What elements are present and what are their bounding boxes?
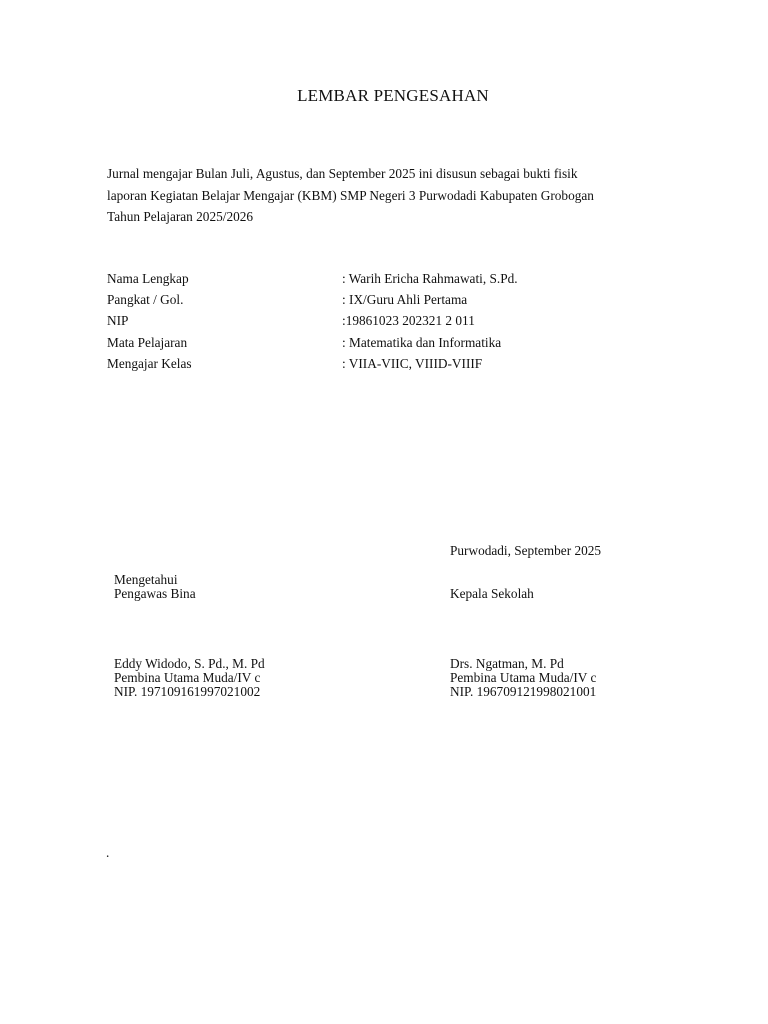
identity-label: NIP: [107, 313, 129, 329]
left-signatory-block: [114, 657, 265, 700]
left-heading-line-2: Pengawas Bina: [114, 586, 196, 602]
identity-value: : IX/Guru Ahli Pertama: [342, 292, 468, 308]
right-heading-line: Kepala Sekolah: [450, 586, 534, 601]
right-signatory-rank: Pembina Utama Muda/IV c: [450, 670, 597, 686]
right-signatory-heading: [450, 587, 534, 601]
identity-label: Nama Lengkap: [107, 271, 189, 286]
right-signatory-name: Drs. Ngatman, M. Pd: [450, 656, 564, 671]
intro-line: laporan Kegiatan Belajar Mengajar (KBM) SMP Negeri 3 Purwodadi Kabupaten Grobogan: [107, 187, 594, 203]
right-signatory-nip: NIP. 196709121998021001: [450, 684, 597, 700]
identity-value: :19861023 202321 2 011: [342, 313, 475, 329]
left-signatory-rank: Pembina Utama Muda/IV c: [114, 670, 261, 686]
identity-label: Pangkat / Gol.: [107, 292, 184, 308]
identity-table: [107, 268, 667, 374]
left-signatory-name: Eddy Widodo, S. Pd., M. Pd: [114, 656, 265, 671]
identity-value: : Matematika dan Informatika: [342, 334, 502, 350]
right-signatory-block: [450, 657, 596, 700]
identity-value: : VIIA-VIIC, VIIID-VIIIF: [342, 355, 483, 371]
identity-row-classes: [107, 353, 667, 374]
identity-row-name: [107, 268, 667, 289]
identity-label: Mata Pelajaran: [107, 334, 188, 350]
intro-paragraph: [107, 163, 667, 228]
page-title: LEMBAR PENGESAHAN: [297, 86, 489, 105]
identity-row-subject: [107, 332, 667, 353]
left-signatory-heading: [114, 573, 196, 601]
trailing-period: .: [106, 845, 110, 860]
identity-label: Mengajar Kelas: [107, 355, 192, 371]
intro-line: Jurnal mengajar Bulan Juli, Agustus, dan September 2025 ini disusun sebagai bukti fisik: [107, 166, 578, 181]
identity-row-nip: [107, 310, 667, 331]
identity-value: : Warih Ericha Rahmawati, S.Pd.: [342, 271, 518, 286]
left-signatory-nip: NIP. 197109161997021002: [114, 684, 261, 700]
place-date: Purwodadi, September 2025: [450, 543, 602, 558]
identity-row-rank: [107, 289, 667, 310]
left-heading-line-1: Mengetahui: [114, 572, 178, 587]
intro-line: Tahun Pelajaran 2025/2026: [107, 209, 254, 224]
